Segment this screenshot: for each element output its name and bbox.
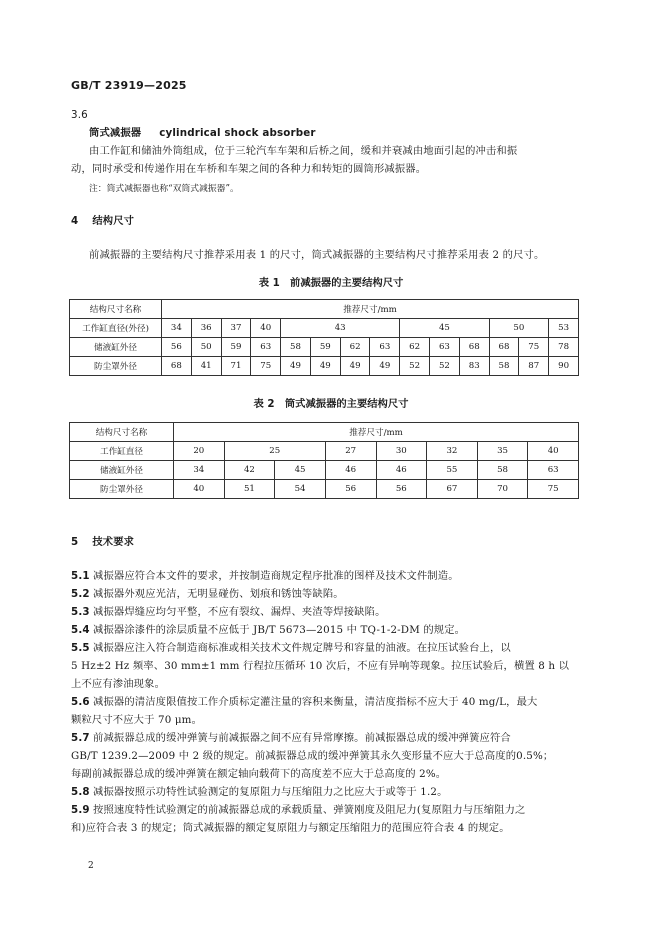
table-cell: 49 <box>340 357 370 376</box>
clause-number: 5.1 <box>71 570 90 582</box>
table-cell: 58 <box>477 461 528 480</box>
table-cell: 68 <box>489 338 519 357</box>
table-cell: 49 <box>281 357 311 376</box>
table-cell: 71 <box>221 357 251 376</box>
clause-text: 减振器外观应光洁，无明显碰伤、划痕和锈蚀等缺陷。 <box>93 588 344 600</box>
row-label: 工作缸直径(外径) <box>70 319 162 338</box>
term-chinese: 筒式减振器 <box>89 127 142 139</box>
table-cell: 62 <box>340 338 370 357</box>
table-cell: 30 <box>376 442 427 461</box>
table-cell: 49 <box>310 357 340 376</box>
clause-text: 减振器应注入符合制造商标准或相关技术文件规定牌号和容量的油液。在拉压试验台上，以 <box>93 642 511 654</box>
clause-number: 5.6 <box>71 696 90 708</box>
table-row <box>70 319 579 338</box>
table-cell: 49 <box>370 357 400 376</box>
section-5-heading <box>71 533 134 551</box>
table-cell: 63 <box>370 338 400 357</box>
table-cell: 83 <box>459 357 489 376</box>
table-row <box>70 480 579 499</box>
table-cell: 63 <box>430 338 460 357</box>
table-row <box>70 338 579 357</box>
table-1 <box>69 299 579 376</box>
table-row <box>70 461 579 480</box>
clause-number: 5.5 <box>71 642 90 654</box>
table-cell: 40 <box>174 480 225 499</box>
clause-3-6-number: 3.6 <box>71 109 88 121</box>
table-cell: 63 <box>528 461 579 480</box>
clause-text: 每副前减振器总成的缓冲弹簧在额定轴向载荷下的高度差不应大于总高度的 2%。 <box>71 768 447 780</box>
clause-text: 减振器应符合本文件的要求，并按制造商规定程序批准的图样及技术文件制造。 <box>93 570 459 582</box>
clause-5-7 <box>71 729 591 783</box>
clause-5-1 <box>71 567 591 585</box>
table-cell: 41 <box>191 357 221 376</box>
page-number: 2 <box>88 861 94 871</box>
table-cell: 40 <box>528 442 579 461</box>
clause-text: 减振器涂漆件的涂层质量不应低于 JB/T 5673—2015 中 TQ-1-2-DM 的规定。 <box>93 624 466 636</box>
clause-5-8 <box>71 783 591 801</box>
table-cell: 63 <box>251 338 281 357</box>
table-cell: 70 <box>477 480 528 499</box>
table-cell: 46 <box>376 461 427 480</box>
table-row <box>70 423 579 442</box>
row-label: 防尘罩外径 <box>70 357 162 376</box>
clause-text: 和)应符合表 3 的规定；筒式减振器的额定复原阻力与额定压缩阻力的范围应符合表 4 的规定。 <box>71 822 510 834</box>
table-cell: 75 <box>528 480 579 499</box>
table-header-cell: 推荐尺寸/mm <box>174 423 579 442</box>
clause-text: 减振器按照示功特性试验测定的复原阻力与压缩阻力之比应大于或等于 1.2。 <box>93 786 448 798</box>
table-cell: 34 <box>162 319 192 338</box>
table-cell: 52 <box>430 357 460 376</box>
table-cell: 62 <box>400 338 430 357</box>
clause-5-3 <box>71 603 591 621</box>
table-cell: 46 <box>325 461 376 480</box>
table-1-caption: 表 1 前减振器的主要结构尺寸 <box>258 277 404 289</box>
table-cell: 55 <box>427 461 478 480</box>
table-cell: 45 <box>275 461 326 480</box>
standard-number-header: GB/T 23919—2025 <box>71 79 187 92</box>
section-4-title: 结构尺寸 <box>92 215 135 227</box>
table-header-cell: 结构尺寸名称 <box>70 300 162 319</box>
table-cell: 59 <box>310 338 340 357</box>
row-label: 工作缸直径 <box>70 442 174 461</box>
table-cell: 59 <box>221 338 251 357</box>
table-cell: 78 <box>549 338 579 357</box>
table-row <box>70 357 579 376</box>
table-cell: 58 <box>489 357 519 376</box>
clause-5-9 <box>71 801 591 837</box>
table-cell: 43 <box>281 319 400 338</box>
table-cell: 58 <box>281 338 311 357</box>
clause-5-6 <box>71 693 591 729</box>
table-cell: 56 <box>376 480 427 499</box>
table-cell: 53 <box>549 319 579 338</box>
table-cell: 52 <box>400 357 430 376</box>
row-label: 防尘罩外径 <box>70 480 174 499</box>
section-4-heading <box>71 212 134 230</box>
clause-text: 上不应有渗油现象。 <box>71 678 166 690</box>
term-definition-line-1: 由工作缸和储油外筒组成，位于三轮汽车车架和后桥之间，缓和并衰减由地面引起的冲击和振 <box>89 145 518 157</box>
clause-text: 前减振器总成的缓冲弹簧与前减振器之间不应有异常摩擦。前减振器总成的缓冲弹簧应符合 <box>93 732 511 744</box>
section-4-intro: 前减振器的主要结构尺寸推荐采用表 1 的尺寸，筒式减振器的主要结构尺寸推荐采用表 2 的尺寸。 <box>89 249 545 261</box>
section-4-number: 4 <box>71 215 79 227</box>
clause-text: 按照速度特性试验测定的前减振器总成的承载质量、弹簧刚度及阻尼力(复原阻力与压缩阻力之 <box>93 804 526 816</box>
clause-number: 5.3 <box>71 606 90 618</box>
term-definition-line-2: 动，同时承受和传递作用在车桥和车架之间的各种力和转矩的圆筒形减振器。 <box>71 163 427 175</box>
clause-text: 颗粒尺寸不应大于 70 μm。 <box>71 714 203 726</box>
table-row <box>70 442 579 461</box>
table-cell: 56 <box>162 338 192 357</box>
row-label: 储液缸外径 <box>70 338 162 357</box>
table-cell: 51 <box>224 480 275 499</box>
table-cell: 75 <box>251 357 281 376</box>
clause-text: 减振器的清洁度限值按工作介质标定灌注量的容积来衡量，清洁度指标不应大于 40 mg/L，最大 <box>93 696 538 708</box>
table-cell: 68 <box>162 357 192 376</box>
clause-number: 5.2 <box>71 588 90 600</box>
table-header-cell: 推荐尺寸/mm <box>162 300 579 319</box>
section-5-title: 技术要求 <box>92 536 135 548</box>
term-note: 注：筒式减振器也称“双筒式减振器”。 <box>89 184 239 194</box>
table-cell: 54 <box>275 480 326 499</box>
table-cell: 42 <box>224 461 275 480</box>
table-cell: 20 <box>174 442 225 461</box>
table-cell: 32 <box>427 442 478 461</box>
clause-number: 5.9 <box>71 804 90 816</box>
table-cell: 75 <box>519 338 549 357</box>
table-cell: 50 <box>191 338 221 357</box>
table-cell: 27 <box>325 442 376 461</box>
clause-number: 5.7 <box>71 732 90 744</box>
table-header-cell: 结构尺寸名称 <box>70 423 174 442</box>
table-2-caption: 表 2 筒式减振器的主要结构尺寸 <box>253 398 409 410</box>
table-cell: 67 <box>427 480 478 499</box>
table-cell: 35 <box>477 442 528 461</box>
row-label: 储液缸外径 <box>70 461 174 480</box>
clause-5-2 <box>71 585 591 603</box>
clause-text: 减振器焊缝应均匀平整，不应有裂纹、漏焊、夹渣等焊接缺陷。 <box>93 606 386 618</box>
table-cell: 87 <box>519 357 549 376</box>
table-2 <box>69 422 579 499</box>
table-cell: 45 <box>400 319 489 338</box>
term-english: cylindrical shock absorber <box>159 127 316 139</box>
section-5-number: 5 <box>71 536 79 548</box>
clause-text: GB/T 1239.2—2009 中 2 级的规定。前减振器总成的缓冲弹簧其永久变形量不应大于总高度的0.5%； <box>71 750 554 762</box>
clause-text: 5 Hz±2 Hz 频率、30 mm±1 mm 行程拉压循环 10 次后，不应有异响等现象。拉压试验后，横置 8 h 以 <box>71 660 570 672</box>
table-cell: 50 <box>489 319 549 338</box>
clause-5-5 <box>71 639 591 693</box>
clause-5-4 <box>71 621 591 639</box>
table-cell: 34 <box>174 461 225 480</box>
section-5-clauses <box>71 567 591 837</box>
clause-number: 5.8 <box>71 786 90 798</box>
clause-number: 5.4 <box>71 624 90 636</box>
term-entry <box>89 124 316 142</box>
table-row <box>70 300 579 319</box>
table-cell: 68 <box>459 338 489 357</box>
table-cell: 40 <box>251 319 281 338</box>
table-cell: 36 <box>191 319 221 338</box>
table-cell: 25 <box>224 442 325 461</box>
table-cell: 90 <box>549 357 579 376</box>
table-cell: 56 <box>325 480 376 499</box>
table-cell: 37 <box>221 319 251 338</box>
